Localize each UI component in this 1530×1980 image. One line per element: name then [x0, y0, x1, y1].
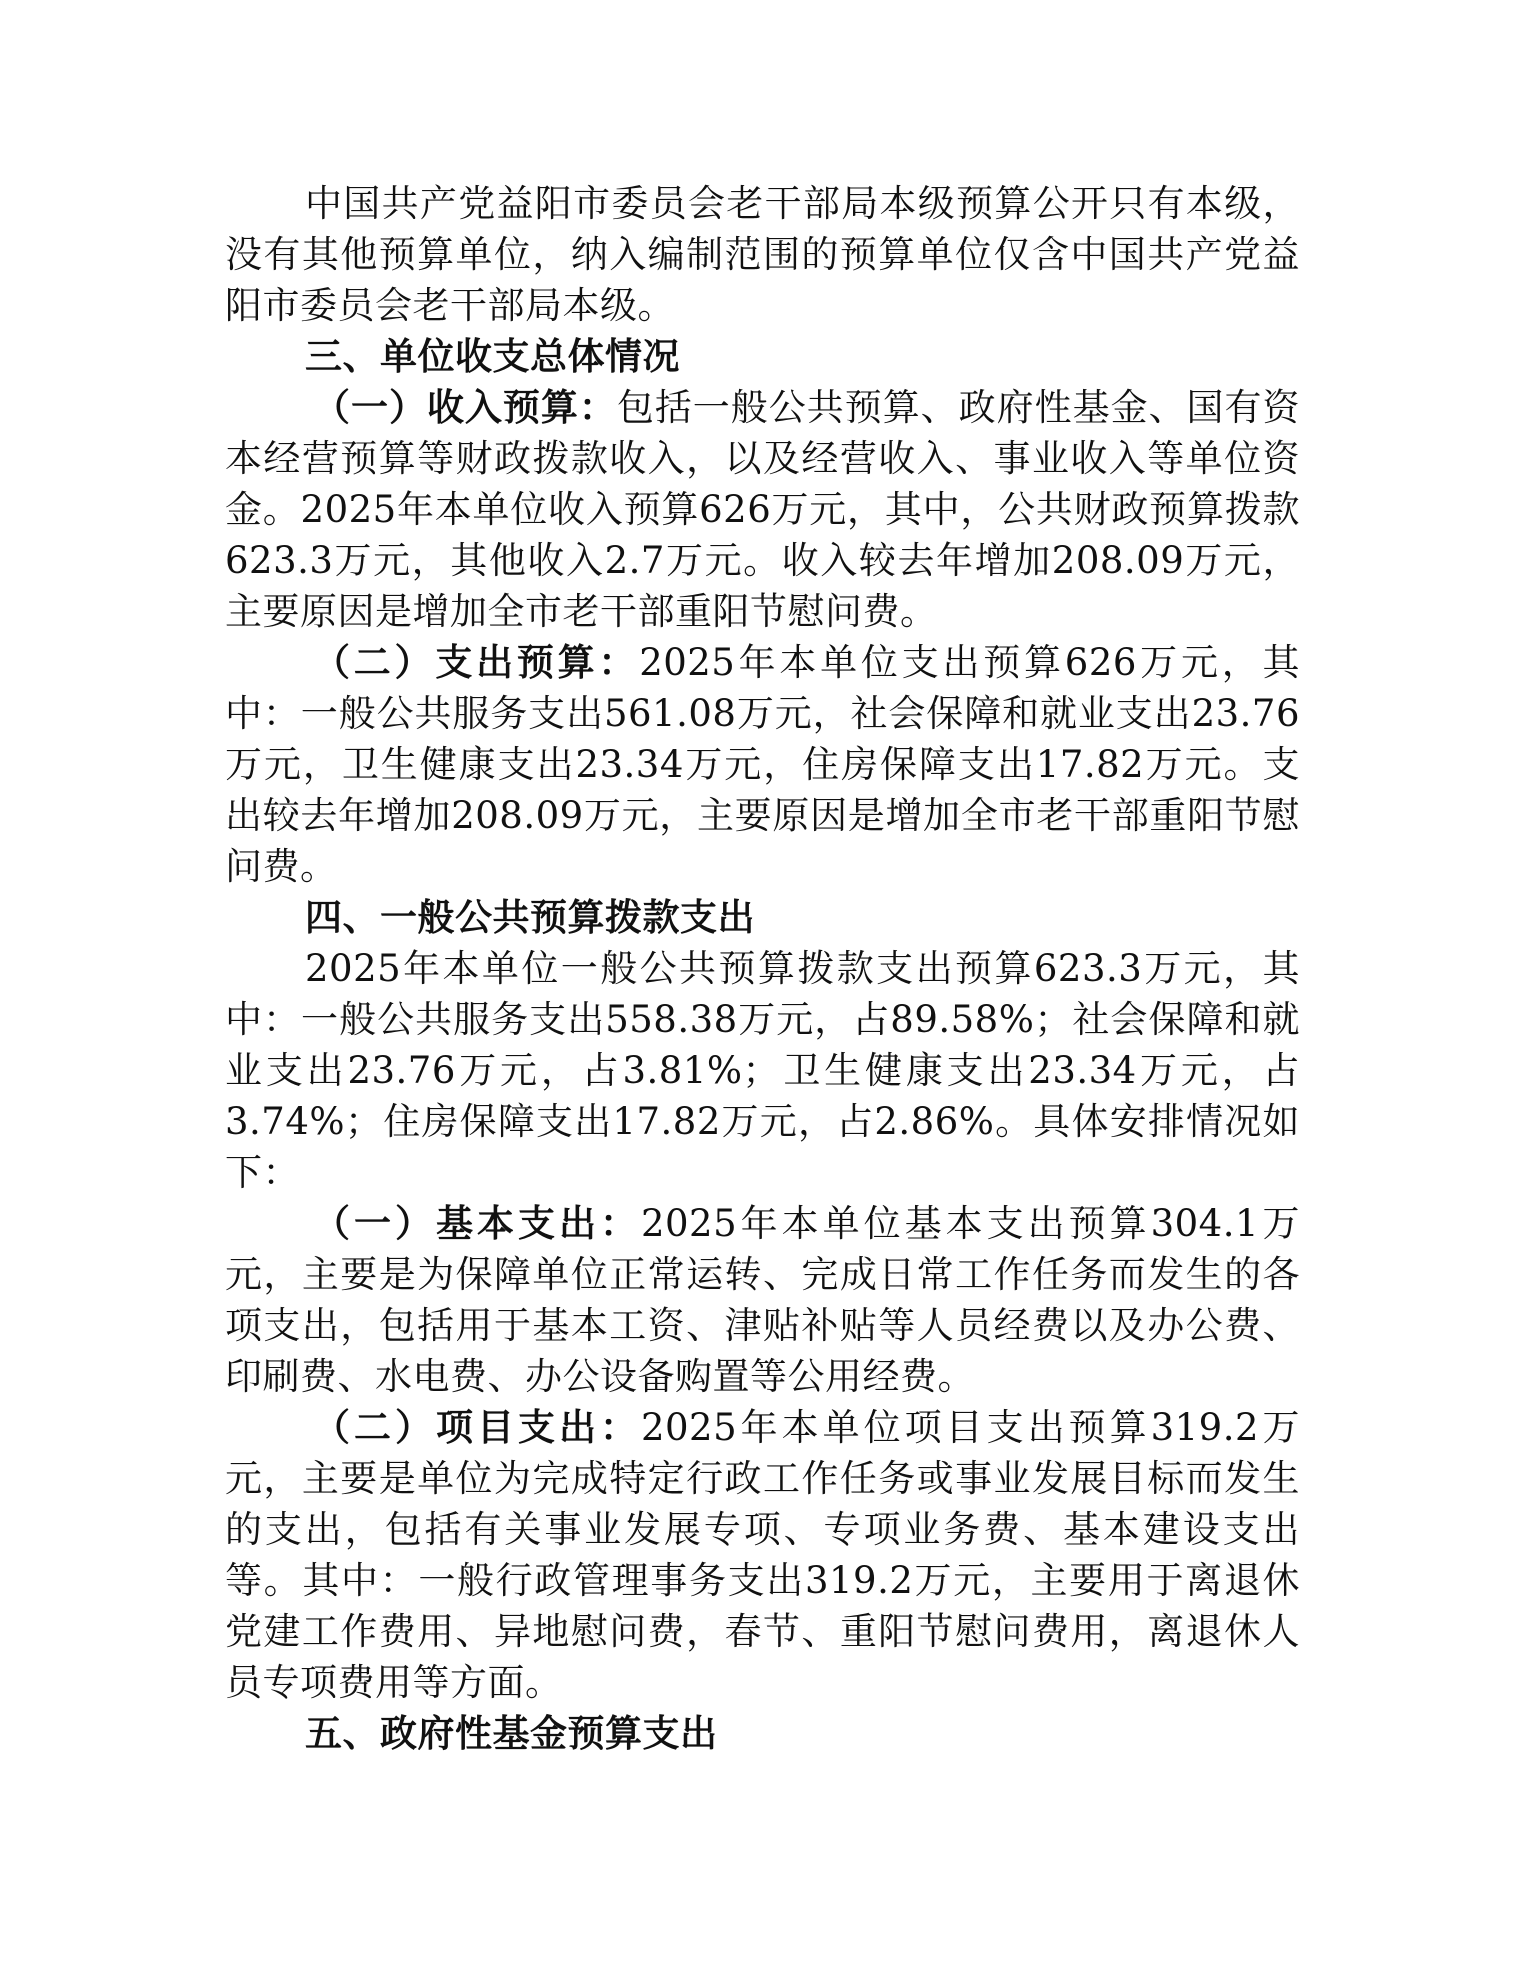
income-budget-body: 包括一般公共预算、政府性基金、国有资本经营预算等财政拨款收入，以及经营收入、事业收入等单位资金。2025年本单位收入预算626万元，其中，公共财政预算拨款623.3万元，其他收入2.7万元。收入较去年增加208.09万元，主要原因是增加全市老干部重阳节慰问费。: [225, 386, 1301, 633]
paragraph-income-budget: [225, 382, 1300, 637]
project-expense-body: 2025年本单位项目支出预算319.2万元，主要是单位为完成特定行政工作任务或事业发展目标而发生的支出，包括有关事业发展专项、专项业务费、基本建设支出等。其中：一般行政管理事务支出319.2万元，主要用于离退休党建工作费用、异地慰问费，春节、重阳节慰问费用，离退休人员专项费用等方面。: [225, 1406, 1300, 1704]
paragraph-project-expense: [225, 1402, 1300, 1708]
paragraph-expense-budget: [225, 637, 1300, 892]
paragraph-scope: 中国共产党益阳市委员会老干部局本级预算公开只有本级，没有其他预算单位，纳入编制范围的预算单位仅含中国共产党益阳市委员会老干部局本级。: [225, 182, 1300, 327]
section-heading-4: 四、一般公共预算拨款支出: [305, 895, 755, 939]
expense-budget-lead: （二）支出预算：: [313, 640, 640, 684]
paragraph-general-budget: 2025年本单位一般公共预算拨款支出预算623.3万元，其中：一般公共服务支出558.38万元，占89.58%；社会保障和就业支出23.76万元，占3.81%；卫生健康支出23.34万元，占3.74%；住房保障支出17.82万元，占2.86%。具体安排情况如下：: [225, 947, 1300, 1194]
project-expense-lead: （二）项目支出：: [313, 1405, 641, 1449]
section-heading-3: 三、单位收支总体情况: [305, 334, 680, 378]
paragraph-basic-expense: [225, 1198, 1300, 1402]
basic-expense-body: 2025年本单位基本支出预算304.1万元，主要是为保障单位正常运转、完成日常工作任务而发生的各项支出，包括用于基本工资、津贴补贴等人员经费以及办公费、印刷费、水电费、办公设备购置等公用经费。: [225, 1202, 1300, 1398]
expense-budget-body: 2025年本单位支出预算626万元，其中：一般公共服务支出561.08万元，社会保障和就业支出23.76万元，卫生健康支出23.34万元，住房保障支出17.82万元。支出较去年增加208.09万元，主要原因是增加全市老干部重阳节慰问费。: [225, 641, 1301, 888]
income-budget-lead: （一）收入预算：: [313, 385, 617, 429]
basic-expense-lead: （一）基本支出：: [313, 1201, 641, 1245]
section-heading-5: 五、政府性基金预算支出: [305, 1711, 718, 1755]
document-body: [225, 178, 1300, 1759]
